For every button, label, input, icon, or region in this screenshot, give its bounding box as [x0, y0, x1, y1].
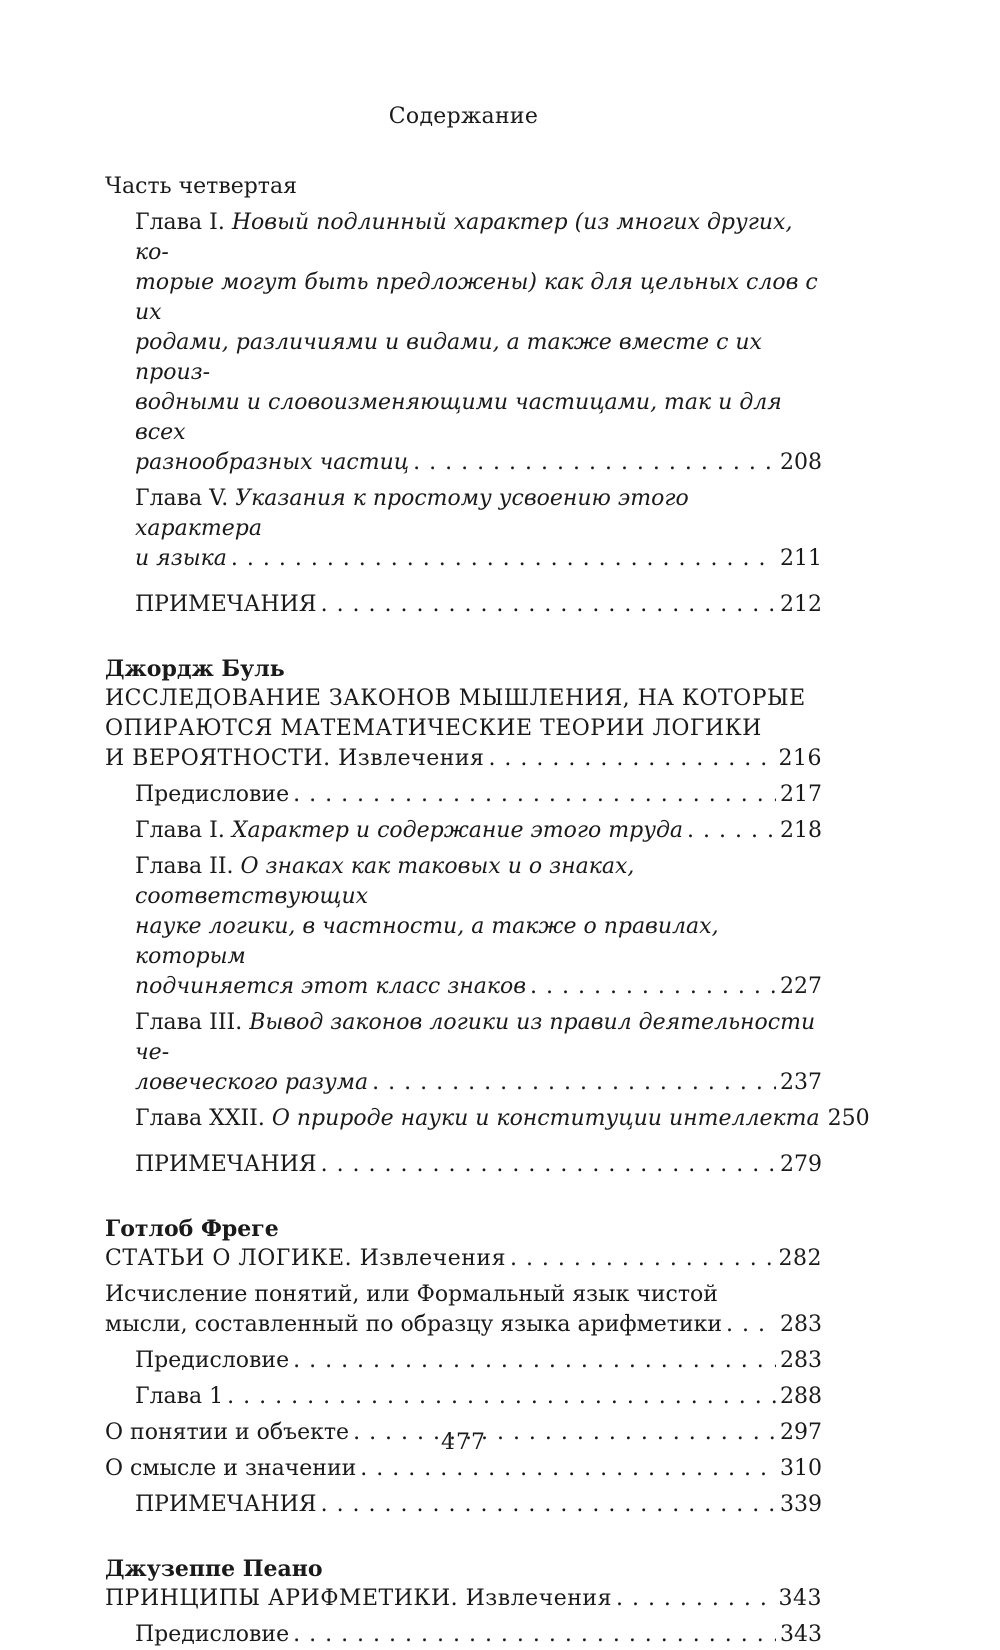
dot-leader	[231, 544, 776, 574]
page-number: 343	[778, 1586, 822, 1611]
chapter-prefix: Глава I.	[135, 210, 225, 235]
dot-leader	[321, 1150, 776, 1180]
toc-entry-work-title[interactable]	[105, 1244, 822, 1274]
page-number: 250	[827, 1106, 870, 1131]
dot-leader	[616, 1584, 775, 1614]
toc-entry-concept-script[interactable]	[105, 1280, 822, 1340]
toc-entry-ch1[interactable]	[105, 1382, 822, 1412]
author-name: Джордж Буль	[105, 656, 285, 682]
chapter-title-line: науке логики, в частности, а также о правилах, которым	[135, 914, 719, 969]
dot-leader	[360, 1454, 776, 1484]
dot-leader	[321, 590, 776, 620]
page-number: 283	[780, 1348, 822, 1373]
chapter-prefix: Глава I.	[135, 818, 225, 843]
toc-entry-ch5[interactable]	[105, 484, 822, 574]
chapter-prefix: Глава III.	[135, 1010, 243, 1035]
work-title: СТАТЬИ О ЛОГИКЕ.	[105, 1246, 353, 1271]
toc-entry-work-title[interactable]	[105, 1584, 822, 1614]
dot-leader	[726, 1310, 776, 1340]
page-number: 216	[778, 746, 822, 771]
toc-entry-notes[interactable]	[105, 1490, 822, 1520]
toc-entry-ch2[interactable]	[105, 852, 822, 1002]
chapter-title-line: Новый подлинный характер (из многих других, ко-	[135, 210, 793, 265]
entry-label: Предисловие	[135, 782, 290, 807]
chapter-title-line: Вывод законов логики из правил деятельности че-	[135, 1010, 816, 1065]
work-title-suffix: Извлечения	[338, 746, 485, 771]
work-title-suffix: Извлечения	[465, 1586, 612, 1611]
dot-leader	[510, 1244, 775, 1274]
chapter-title-line: родами, различиями и видами, а также вместе с их произ-	[135, 330, 762, 385]
page-number: 237	[780, 1070, 822, 1095]
entry-label: Глава 1	[135, 1384, 224, 1409]
chapter-title-line: водными и словоизменяющими частицами, так и для всех	[135, 390, 782, 445]
chapter-title-line: торые могут быть предложены) как для цельных слов с их	[135, 270, 818, 325]
dot-leader	[293, 780, 776, 810]
entry-label: Предисловие	[135, 1622, 290, 1647]
entry-label: Предисловие	[135, 1348, 290, 1373]
toc-entry-ch3[interactable]	[105, 1008, 822, 1098]
running-head: Содержание	[388, 104, 539, 129]
work-title-line[interactable]: ИССЛЕДОВАНИЕ ЗАКОНОВ МЫШЛЕНИЯ, НА КОТОРЫЕ	[105, 686, 806, 711]
dot-leader	[413, 448, 776, 478]
page-number: 339	[780, 1492, 822, 1517]
dot-leader	[293, 1620, 776, 1650]
toc-entry-ch22[interactable]	[105, 1104, 870, 1134]
page-number: 211	[780, 546, 822, 571]
toc-entry-ch1[interactable]	[105, 208, 822, 478]
dot-leader	[372, 1068, 776, 1098]
entry-label-line: мысли, составленный по образцу языка арифметики	[105, 1312, 722, 1337]
chapter-title-line: подчиняется этот класс знаков	[135, 974, 527, 999]
toc-entry-notes[interactable]	[105, 590, 822, 620]
page-number: 282	[778, 1246, 822, 1271]
chapter-title-line: разнообразных частиц	[135, 450, 410, 475]
chapter-title: Характер и содержание этого труда	[231, 818, 684, 843]
toc-entry-preface[interactable]	[105, 1346, 822, 1376]
page-number: 343	[780, 1622, 822, 1647]
toc-entry-ch1[interactable]	[105, 816, 822, 846]
dot-leader	[293, 1346, 776, 1376]
chapter-title: О природе науки и конституции интеллекта	[271, 1106, 820, 1131]
page-number: 218	[780, 818, 822, 843]
chapter-title-line: О знаках как таковых и о знаках, соответствующих	[135, 854, 635, 909]
dot-leader	[530, 972, 776, 1002]
chapter-prefix: Глава II.	[135, 854, 234, 879]
entry-label: О понятии и объекте	[105, 1420, 350, 1445]
chapter-title-line: Указания к простому усвоению этого характера	[135, 486, 689, 541]
work-title-line: И ВЕРОЯТНОСТИ.	[105, 746, 331, 771]
page-number: 310	[780, 1456, 822, 1481]
page-number: 217	[780, 782, 822, 807]
page-number: 208	[780, 450, 822, 475]
dot-leader	[488, 744, 774, 774]
dot-leader	[687, 816, 776, 846]
entry-label: О смысле и значении	[105, 1456, 357, 1481]
page-number: 283	[780, 1312, 822, 1337]
chapter-prefix: Глава XXII.	[135, 1106, 265, 1131]
notes-label: ПРИМЕЧАНИЯ	[135, 592, 317, 617]
page-number: 212	[780, 592, 822, 617]
dot-leader	[321, 1490, 776, 1520]
toc-entry-notes[interactable]	[105, 1150, 822, 1180]
chapter-prefix: Глава V.	[135, 486, 229, 511]
chapter-title-line: и языка	[135, 546, 227, 571]
entry-label-line: Исчисление понятий, или Формальный язык чистой	[105, 1282, 718, 1307]
notes-label: ПРИМЕЧАНИЯ	[135, 1492, 317, 1517]
page-number: 279	[780, 1152, 822, 1177]
dot-leader	[227, 1382, 776, 1412]
page-number: 297	[780, 1420, 822, 1445]
page-number: 288	[780, 1384, 822, 1409]
chapter-title-line: ловеческого разума	[135, 1070, 369, 1095]
work-title: ПРИНЦИПЫ АРИФМЕТИКИ.	[105, 1586, 459, 1611]
table-of-contents	[105, 172, 870, 1650]
page-folio: 477	[441, 1430, 486, 1455]
work-title-suffix: Извлечения	[359, 1246, 506, 1271]
work-title-line[interactable]: ОПИРАЮТСЯ МАТЕМАТИЧЕСКИЕ ТЕОРИИ ЛОГИКИ	[105, 716, 762, 741]
part-heading: Часть четвертая	[105, 174, 297, 199]
notes-label: ПРИМЕЧАНИЯ	[135, 1152, 317, 1177]
page-number: 227	[780, 974, 822, 999]
author-name: Джузеппе Пеано	[105, 1556, 323, 1582]
toc-entry-preface[interactable]	[105, 1620, 822, 1650]
toc-entry-sense-reference[interactable]	[105, 1454, 822, 1484]
toc-entry-work-title[interactable]	[105, 744, 822, 774]
toc-entry-preface[interactable]	[105, 780, 822, 810]
author-name: Готлоб Фреге	[105, 1216, 279, 1242]
